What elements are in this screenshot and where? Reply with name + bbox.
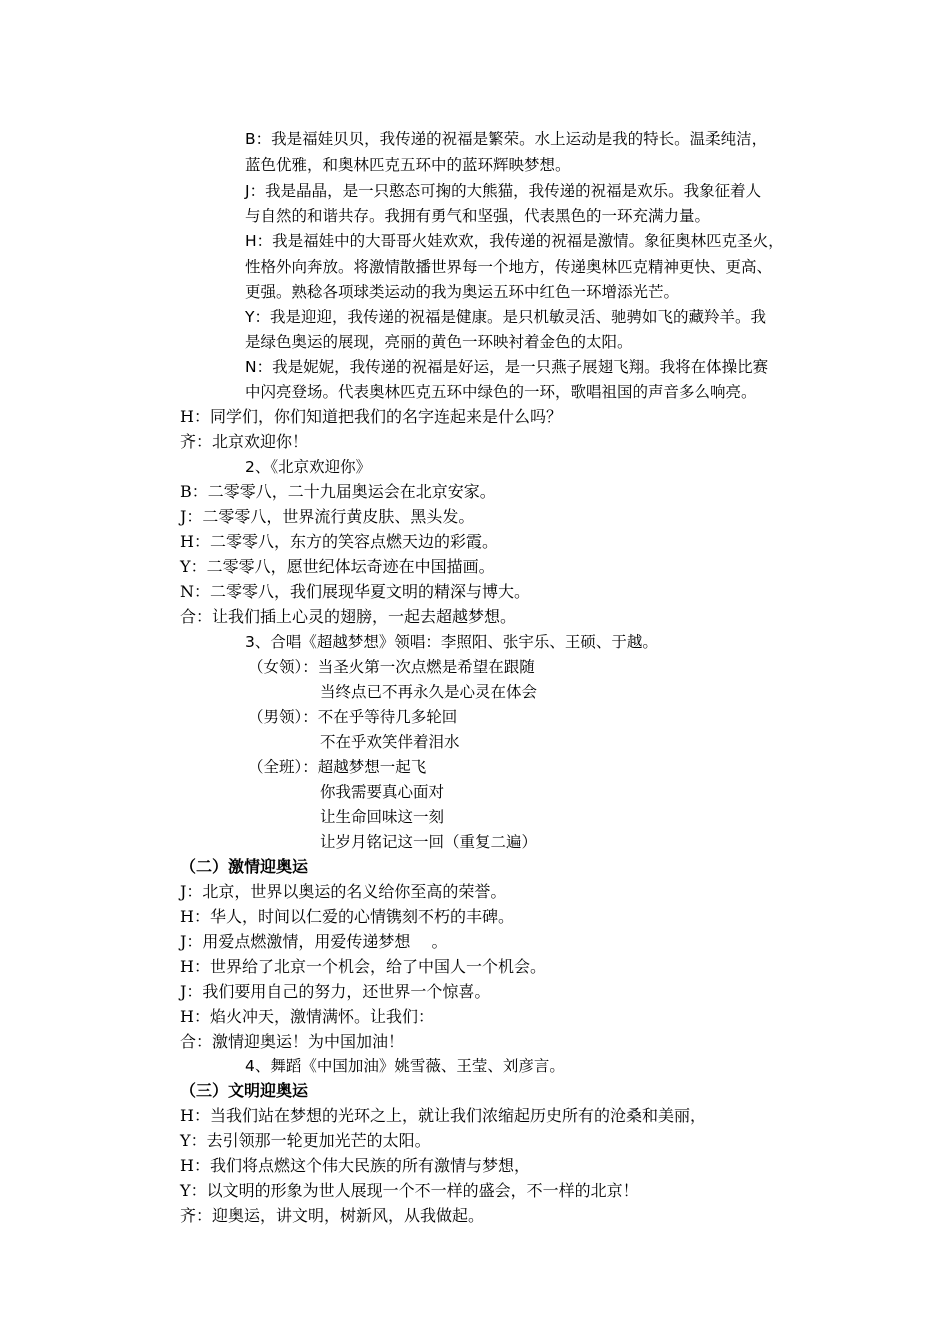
dialogue-line: H：我们将点燃这个伟大民族的所有激情与梦想， bbox=[180, 1156, 530, 1175]
dialogue-line: Y：去引领那一轮更加光芒的太阳。 bbox=[180, 1131, 431, 1150]
dialogue-line: Y：以文明的形象为世人展现一个不一样的盛会，不一样的北京！ bbox=[180, 1181, 639, 1200]
text-line: B：我是福娃贝贝，我传递的祝福是繁荣。水上运动是我的特长。温柔纯洁， bbox=[245, 130, 768, 148]
lyric-line: （全班）：超越梦想一起飞 bbox=[248, 758, 427, 776]
lyric-line: （男领）：不在乎等待几多轮回 bbox=[248, 708, 458, 726]
dialogue-line: B：二零零八，二十九届奥运会在北京安家。 bbox=[180, 482, 496, 501]
program-item: 4、舞蹈《中国加油》姚雪薇、王莹、刘彦言。 bbox=[245, 1057, 565, 1075]
text-line: 中闪亮登场。代表奥林匹克五环中绿色的一环，歌唱祖国的声音多么响亮。 bbox=[245, 383, 757, 401]
dialogue-line: J：二零零八，世界流行黄皮肤、黑头发。 bbox=[180, 507, 475, 526]
dialogue-line: H：二零零八，东方的笑容点燃天边的彩霞。 bbox=[180, 532, 498, 551]
lyric-line: （女领）：当圣火第一次点燃是希望在跟随 bbox=[248, 658, 535, 676]
dialogue-line: 合：让我们插上心灵的翅膀，一起去超越梦想。 bbox=[180, 607, 517, 626]
dialogue-line: H：焰火冲天，激情满怀。让我们： bbox=[180, 1007, 434, 1026]
text-line: J：我是晶晶，是一只憨态可掬的大熊猫，我传递的祝福是欢乐。我象征着人 bbox=[245, 182, 762, 200]
dialogue-line: J：我们要用自己的努力，还世界一个惊喜。 bbox=[180, 982, 491, 1001]
text-line: 更强。熟稔各项球类运动的我为奥运五环中红色一环增添光芒。 bbox=[245, 283, 680, 301]
section-heading: （三）文明迎奥运 bbox=[180, 1081, 309, 1100]
dialogue-line: Y：二零零八，愿世纪体坛奇迹在中国描画。 bbox=[180, 557, 495, 576]
lyric-line: 当终点已不再永久是心灵在体会 bbox=[320, 683, 538, 701]
text-line: 蓝色优雅，和奥林匹克五环中的蓝环辉映梦想。 bbox=[245, 156, 571, 174]
dialogue-line: H：华人，时间以仁爱的心情镌刻不朽的丰碑。 bbox=[180, 907, 514, 926]
text-line: 是绿色奥运的展现，亮丽的黄色一环映衬着金色的太阳。 bbox=[245, 333, 633, 351]
dialogue-line: 合：激情迎奥运！为中国加油！ bbox=[180, 1032, 405, 1051]
dialogue-line: J：北京，世界以奥运的名义给你至高的荣誉。 bbox=[180, 882, 507, 901]
dialogue-line: N：二零零八，我们展现华夏文明的精深与博大。 bbox=[180, 582, 531, 601]
text-line: 性格外向奔放。将激情散播世界每一个地方，传递奥林匹克精神更快、更高、 bbox=[245, 258, 773, 276]
text-line: H：我是福娃中的大哥哥火娃欢欢，我传递的祝福是激情。象征奥林匹克圣火， bbox=[245, 232, 784, 250]
text-line: Y：我是迎迎，我传递的祝福是健康。是只机敏灵活、驰骋如飞的藏羚羊。我 bbox=[245, 308, 766, 326]
dialogue-line: H：同学们，你们知道把我们的名字连起来是什么吗？ bbox=[180, 407, 562, 426]
dialogue-line: H：世界给了北京一个机会，给了中国人一个机会。 bbox=[180, 957, 546, 976]
dialogue-line: J：用爱点燃激情，用爱传递梦想 。 bbox=[180, 932, 448, 951]
section-heading: （二）激情迎奥运 bbox=[180, 857, 309, 876]
program-item: 3、合唱《超越梦想》领唱：李照阳、张宇乐、王硕、于越。 bbox=[245, 633, 658, 651]
text-line: 与自然的和谐共存。我拥有勇气和坚强，代表黑色的一环充满力量。 bbox=[245, 207, 711, 225]
text-line: N：我是妮妮，我传递的祝福是好运，是一只燕子展翅飞翔。我将在体操比赛 bbox=[245, 358, 769, 376]
program-item: 2、《北京欢迎你》 bbox=[245, 458, 372, 476]
lyric-line: 不在乎欢笑伴着泪水 bbox=[320, 733, 460, 751]
lyric-line: 让岁月铭记这一回（重复二遍） bbox=[320, 833, 538, 851]
lyric-line: 你我需要真心面对 bbox=[320, 783, 445, 801]
dialogue-line: H：当我们站在梦想的光环之上，就让我们浓缩起历史所有的沧桑和美丽， bbox=[180, 1106, 706, 1125]
lyric-line: 让生命回味这一刻 bbox=[320, 808, 445, 826]
dialogue-line: 齐：北京欢迎你！ bbox=[180, 432, 309, 451]
dialogue-line: 齐：迎奥运，讲文明，树新风，从我做起。 bbox=[180, 1206, 485, 1225]
